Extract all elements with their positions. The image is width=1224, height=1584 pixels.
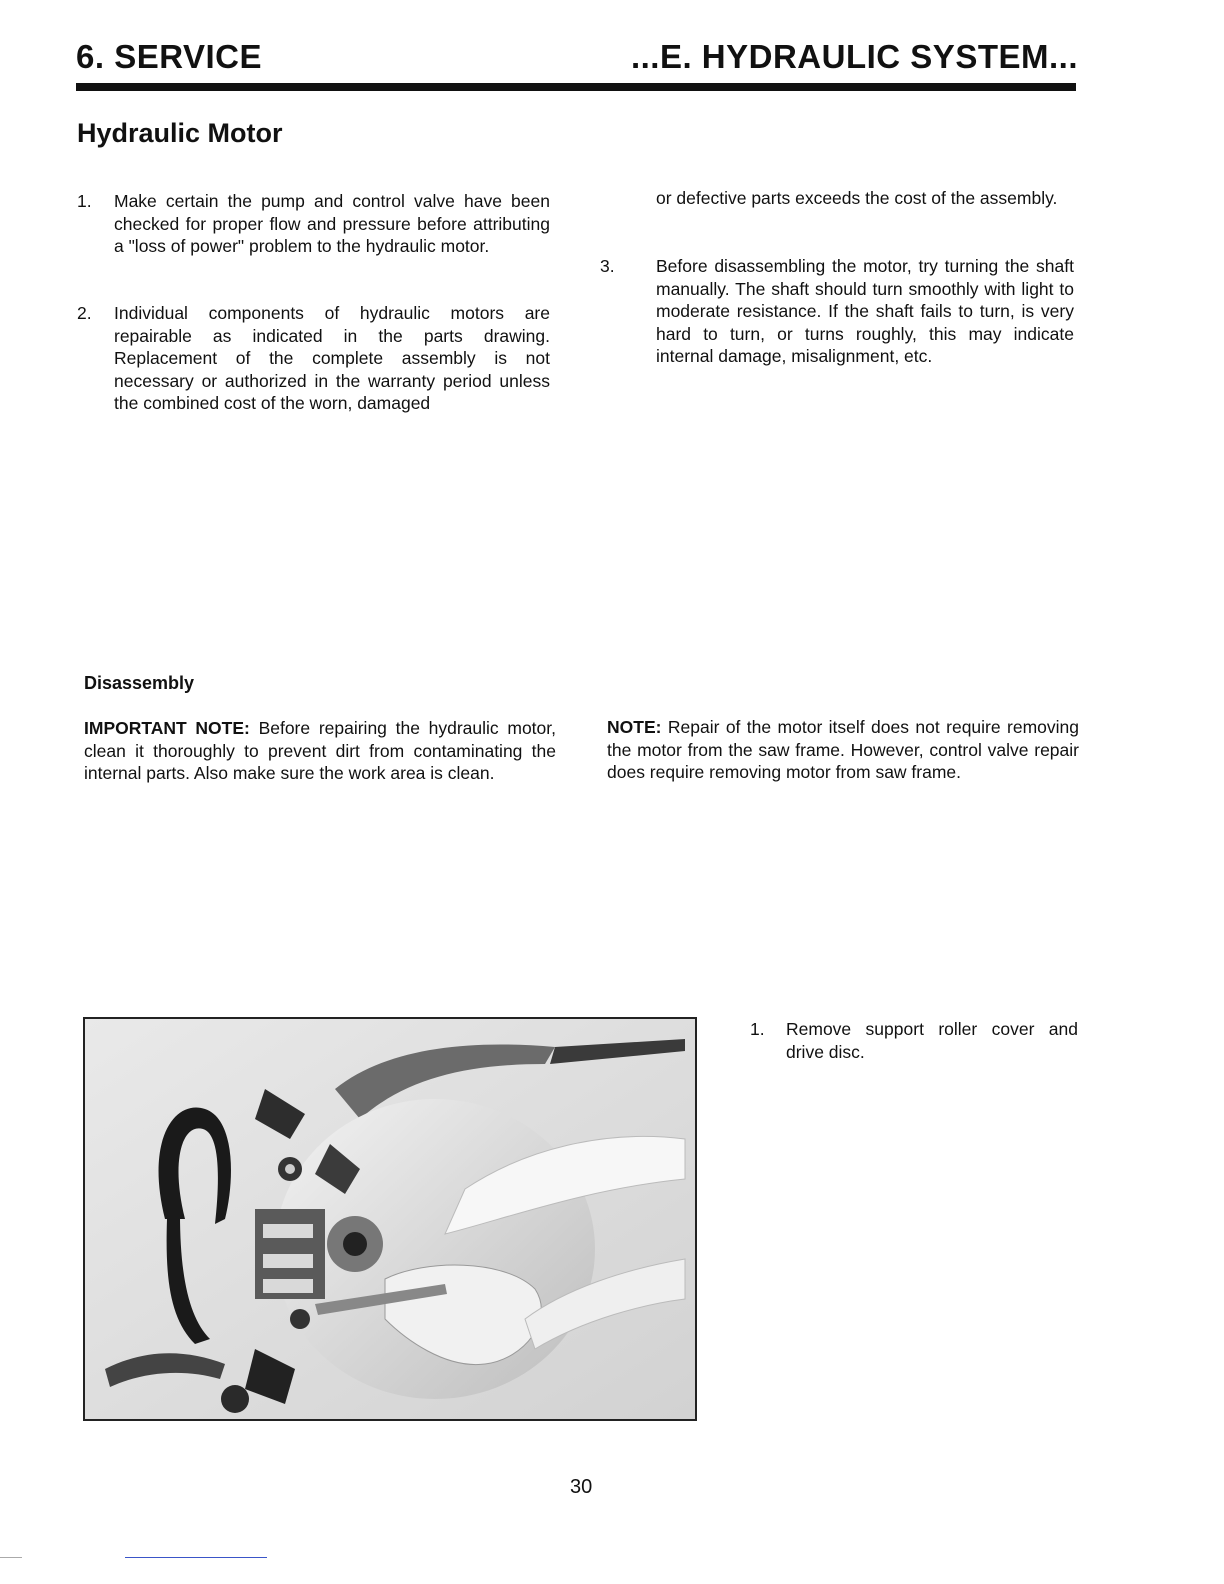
step-number: 2. [77, 303, 92, 323]
important-note-text: Before repairing the hydraulic motor, clean it thoroughly to prevent dirt from contaminating the internal parts. Also make sure the work area is clean. [84, 718, 556, 784]
repair-note-label: NOTE: [607, 717, 662, 737]
step-item-3 [600, 255, 1076, 395]
important-note [84, 717, 556, 785]
important-note-label: IMPORTANT NOTE: [84, 718, 250, 738]
photo-illustration [85, 1019, 695, 1419]
repair-note [607, 716, 1079, 784]
photo-step-item [750, 1018, 1080, 1068]
section-title: Hydraulic Motor [77, 118, 283, 148]
step-text: Individual components of hydraulic motors are repairable as indicated in the parts drawing. Replacement of the complete assembly is not necessary or authorized in the warranty period unless the combined cost of the worn, damaged [114, 303, 550, 414]
step-number: 3. [600, 256, 615, 276]
repair-note-text: Repair of the motor itself does not require removing the motor from the saw frame. However, control valve repair does require removing motor from saw frame. [607, 717, 1079, 783]
page-number: 30 [570, 1476, 593, 1498]
header-section-label: 6. SERVICE [76, 38, 262, 75]
step-item-1 [77, 190, 552, 282]
disassembly-title: Disassembly [84, 673, 195, 693]
step-text: Make certain the pump and control valve have been checked for proper flow and pressure before attributing a "loss of power" problem to the hydraulic motor. [114, 191, 550, 257]
header-rule [76, 83, 1076, 91]
step-text: Remove support roller cover and drive disc. [786, 1019, 1078, 1062]
step-number: 1. [750, 1019, 765, 1039]
header-topic-label: ...E. HYDRAULIC SYSTEM... [630, 38, 1078, 75]
motor-disassembly-photo [83, 1017, 697, 1421]
step-item-2 [77, 302, 552, 417]
step-item-2-continued [600, 187, 1076, 233]
footer-rule [125, 1557, 267, 1558]
corner-mark [0, 1557, 22, 1558]
step-text: or defective parts exceeds the cost of the assembly. [656, 188, 1058, 208]
step-number: 1. [77, 191, 92, 211]
step-text: Before disassembling the motor, try turning the shaft manually. The shaft should turn smoothly with light to moderate resistance. If the shaft fails to turn, is very hard to turn, or turns roughly, this may indicate internal damage, misalignment, etc. [656, 256, 1074, 367]
